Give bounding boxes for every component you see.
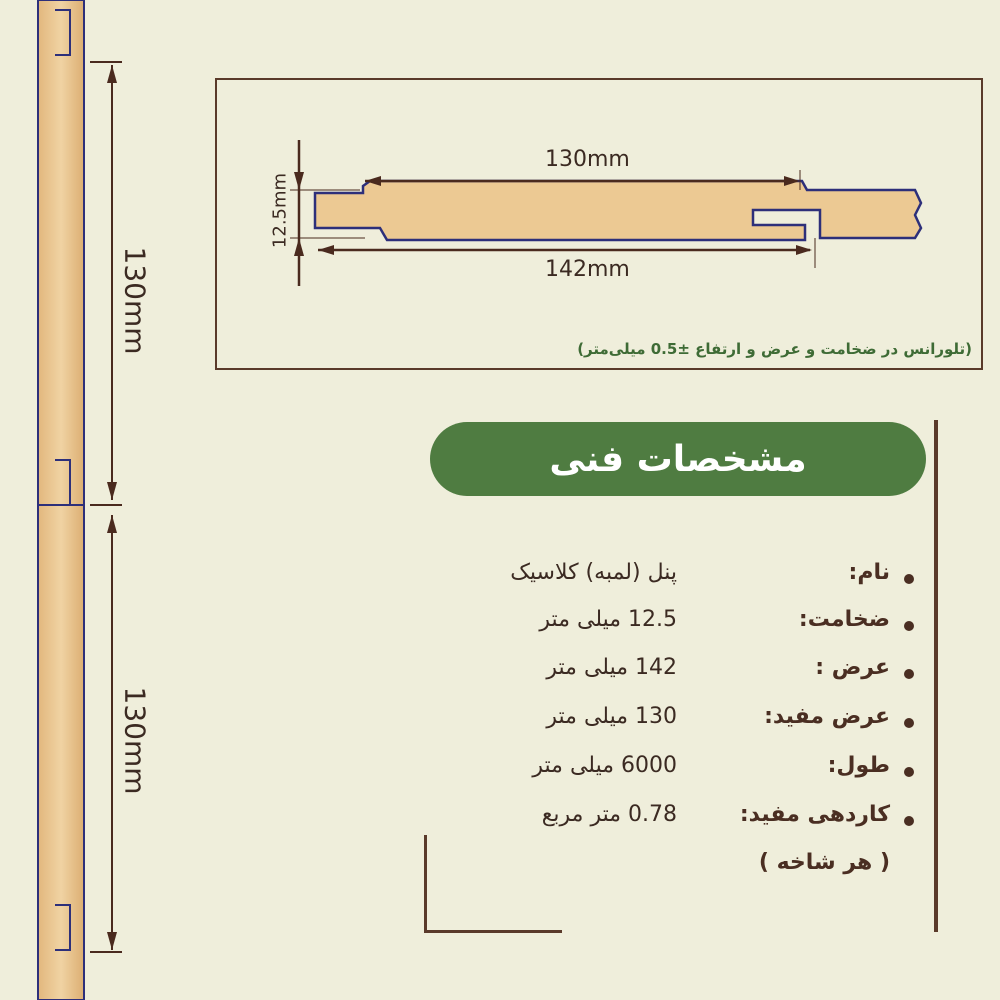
- frame-vertical-line: [934, 420, 938, 932]
- spec-note-row: ( هر شاخه ): [758, 850, 890, 875]
- useful-width-label: 130mm: [545, 147, 630, 172]
- bottom-dimension-label: 130mm: [118, 686, 152, 795]
- spec-row-thickness: ضخامت: 12.5 میلی متر: [440, 607, 920, 647]
- bullet-icon: [904, 767, 914, 777]
- frame-corner-horizontal: [424, 930, 562, 933]
- total-width-label: 142mm: [545, 257, 630, 282]
- bullet-icon: [904, 718, 914, 728]
- frame-corner-vertical: [424, 835, 427, 933]
- vertical-panel-illustration: [0, 0, 160, 1000]
- panel-board: [38, 0, 84, 1000]
- bullet-icon: [904, 816, 914, 826]
- spec-row-width: عرض : 142 میلی متر: [440, 655, 920, 695]
- bullet-icon: [904, 574, 914, 584]
- spec-row-useful-width: عرض مفید: 130 میلی متر: [440, 704, 920, 744]
- top-dimension-label: 130mm: [118, 246, 152, 355]
- spec-row-name: نام: پنل (لمبه) کلاسیک: [440, 560, 920, 600]
- dimension-lines: [90, 62, 122, 952]
- tolerance-note: (تلورانس در ضخامت و عرض و ارتفاع ±0.5 میلی‌متر): [577, 340, 972, 358]
- thickness-label: 12.5mm: [269, 172, 291, 249]
- bullet-icon: [904, 621, 914, 631]
- specs-title: مشخصات فنی: [430, 422, 926, 496]
- bullet-icon: [904, 669, 914, 679]
- profile-cross-section: [215, 78, 983, 370]
- spec-row-coverage: کاردهی مفید: 0.78 متر مربع: [440, 802, 920, 842]
- spec-row-length: طول: 6000 میلی متر: [440, 753, 920, 793]
